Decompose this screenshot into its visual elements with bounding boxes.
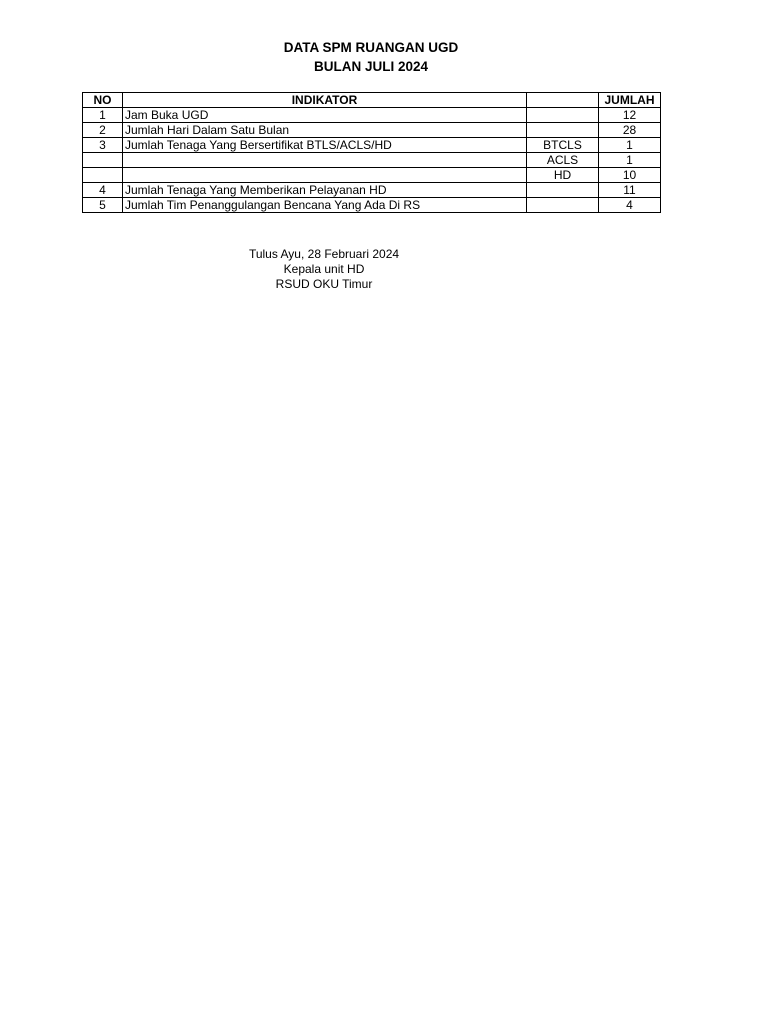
cell-jumlah: 11 (599, 183, 661, 198)
table-row (83, 168, 661, 183)
cell-no: 5 (83, 198, 123, 213)
table-row (83, 183, 661, 198)
header-sub (527, 93, 599, 108)
cell-sub (527, 108, 599, 123)
cell-indikator: Jumlah Tenaga Yang Bersertifikat BTLS/ACLS/HD (123, 138, 527, 153)
signature-position: Kepala unit HD (283, 262, 365, 276)
cell-no: 4 (83, 183, 123, 198)
table-header-row (83, 93, 661, 108)
cell-sub (527, 183, 599, 198)
table-row (83, 138, 661, 153)
spm-table (82, 92, 661, 213)
cell-sub (527, 123, 599, 138)
signature-place-date: Tulus Ayu, 28 Februari 2024 (248, 247, 400, 261)
cell-no (83, 168, 123, 183)
header-jumlah: JUMLAH (599, 93, 661, 108)
document-subtitle: BULAN JULI 2024 (313, 59, 429, 74)
cell-no: 1 (83, 108, 123, 123)
cell-no: 2 (83, 123, 123, 138)
table-row (83, 153, 661, 168)
cell-jumlah: 4 (599, 198, 661, 213)
cell-indikator (123, 168, 527, 183)
cell-jumlah: 10 (599, 168, 661, 183)
cell-jumlah: 12 (599, 108, 661, 123)
cell-sub: ACLS (527, 153, 599, 168)
table-row (83, 198, 661, 213)
cell-jumlah: 28 (599, 123, 661, 138)
header-indikator: INDIKATOR (123, 93, 527, 108)
cell-no: 3 (83, 138, 123, 153)
cell-indikator: Jumlah Hari Dalam Satu Bulan (123, 123, 527, 138)
cell-jumlah: 1 (599, 138, 661, 153)
cell-sub: HD (527, 168, 599, 183)
cell-indikator: Jumlah Tenaga Yang Memberikan Pelayanan HD (123, 183, 527, 198)
cell-indikator (123, 153, 527, 168)
table-row (83, 123, 661, 138)
cell-indikator: Jumlah Tim Penanggulangan Bencana Yang Ada Di RS (123, 198, 527, 213)
header-no: NO (83, 93, 123, 108)
signature-institution: RSUD OKU Timur (275, 277, 373, 291)
document-title: DATA SPM RUANGAN UGD (283, 40, 459, 55)
cell-sub (527, 198, 599, 213)
cell-jumlah: 1 (599, 153, 661, 168)
cell-no (83, 153, 123, 168)
table-row (83, 108, 661, 123)
cell-sub: BTCLS (527, 138, 599, 153)
cell-indikator: Jam Buka UGD (123, 108, 527, 123)
